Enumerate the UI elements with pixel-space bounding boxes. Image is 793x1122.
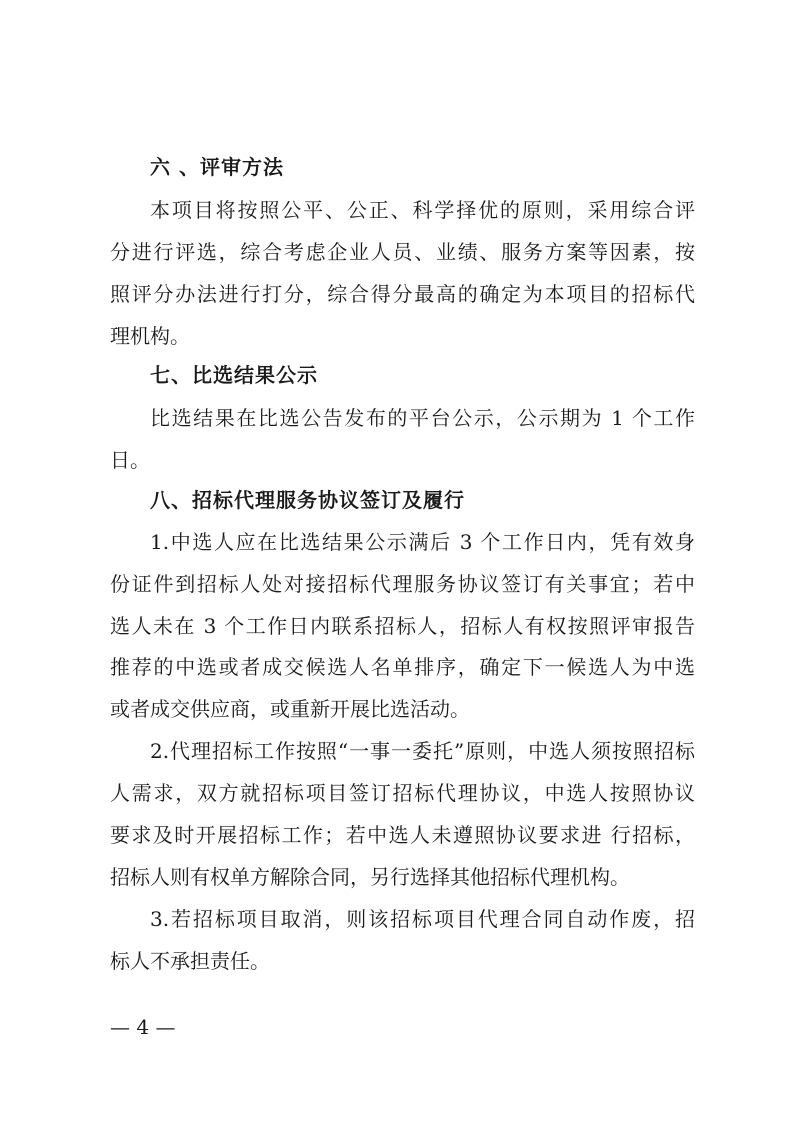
paragraph-line: 2.代理招标工作按照“一事一委托”原则，中选人须按照招标 xyxy=(150,739,695,763)
paragraph-line: 1.中选人应在比选结果公示满后 3 个工作日内，凭有效身 xyxy=(150,530,695,554)
section-heading-agreement-signing: 八、招标代理服务协议签订及履行 xyxy=(150,488,465,512)
paragraph-line: 推荐的中选或者成交候选人名单排序，确定下一候选人为中选 xyxy=(110,655,695,679)
paragraph-line: 标人不承担责任。 xyxy=(110,949,270,973)
paragraph-line: 或者成交供应商，或重新开展比选活动。 xyxy=(110,697,470,721)
section-heading-evaluation-method: 六 、评审方法 xyxy=(150,155,284,179)
paragraph-line: 照评分办法进行打分，综合得分最高的确定为本项目的招标代 xyxy=(110,282,695,306)
section-heading-result-publicity: 七、比选结果公示 xyxy=(150,363,318,387)
page-number: — 4 — xyxy=(110,1015,176,1039)
paragraph-line: 份证件到招标人处对接招标代理服务协议签订有关事宜；若中 xyxy=(110,572,695,596)
paragraph-line: 选人未在 3 个工作日内联系招标人，招标人有权按照评审报告 xyxy=(110,614,695,638)
paragraph-line: 日。 xyxy=(110,448,150,472)
paragraph-line: 招标人则有权单方解除合同，另行选择其他招标代理机构。 xyxy=(110,865,630,889)
paragraph-line: 比选结果在比选公告发布的平台公示，公示期为 1 个工作 xyxy=(150,406,695,430)
paragraph-line: 本项目将按照公平、公正、科学择优的原则，采用综合评 xyxy=(150,198,695,222)
paragraph-line: 分进行评选，综合考虑企业人员、业绩、服务方案等因素，按 xyxy=(110,240,695,264)
paragraph-line: 理机构。 xyxy=(110,324,190,348)
paragraph-line: 人需求，双方就招标项目签订招标代理协议，中选人按照协议 xyxy=(110,781,695,805)
paragraph-line: 要求及时开展招标工作；若中选人未遵照协议要求进 行招标， xyxy=(110,823,695,847)
paragraph-line: 3.若招标项目取消，则该招标项目代理合同自动作废，招 xyxy=(150,907,695,931)
